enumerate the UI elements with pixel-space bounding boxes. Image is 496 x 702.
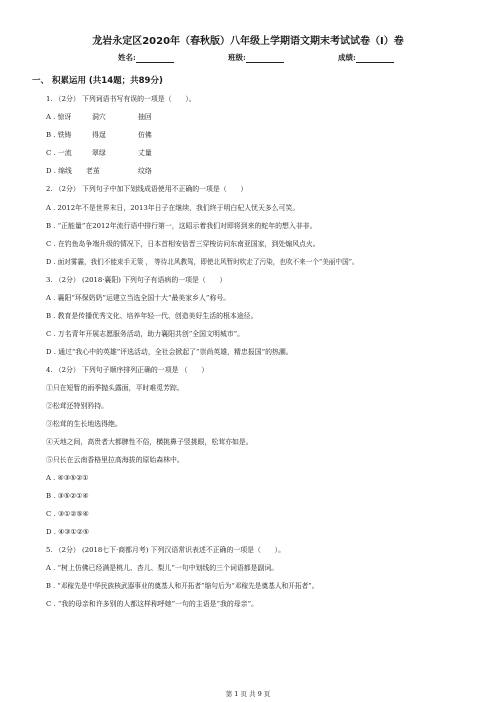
score-field[interactable] (338, 52, 394, 63)
q1-a-word2: 洞穴 (92, 113, 106, 121)
q2-option-a[interactable]: A . 2012年不是世界末日，2013年日子在继续，我们终于明白杞人忧天多么可笑。 (46, 204, 300, 212)
q2-option-d[interactable]: D . 面对雾霾，我们不能束手无策 ， 等待北风教驾，即使北风暂时吹走了污染，也吹不来一个“美丽中国”。 (46, 258, 359, 266)
q4-sentence-5: ⑤只长在云南香格里拉高海拔的原始森林中。 (46, 456, 184, 464)
page-title: 龙岩永定区2020年（春秋版）八年级上学期语文期末考试试卷（I）卷 (92, 36, 404, 47)
q3-option-a[interactable]: A . 襄阳“环保奶奶”运建立当选全国十大“最美家乡人”称号。 (46, 294, 231, 302)
section-heading: 一、 积累运用 (共14题；共89分) (32, 76, 163, 86)
q1-c-word2: 翠绿 (92, 149, 106, 157)
q4-sentence-4: ④天地之间，高贵者大都脾性不俗，横挑鼻子竖挑眼，松茸亦如是。 (46, 438, 253, 446)
q1-b-word2: 得逞 (92, 131, 106, 139)
class-field[interactable] (228, 52, 284, 63)
q4-option-c[interactable]: C . ③①②⑤④ (46, 510, 89, 518)
question-5-stem: 5. （2分） (2018七下·商都月考) 下列汉语常识表述不正确的一项是（ ）。 (46, 546, 286, 554)
question-1-stem: 1. （2分） 下列词语书写有误的一项是（ ）。 (46, 95, 196, 103)
class-blank[interactable] (246, 54, 284, 63)
score-blank[interactable] (356, 54, 394, 63)
name-label: 姓名: (118, 53, 136, 62)
q1-b-word3: 仿佛 (138, 131, 152, 139)
q5-option-b[interactable]: B . “邓稼先是中华民族核武器事业的奠基人和开拓者”缩句后为“邓稼先是奠基人和开拓者”。 (46, 582, 319, 590)
q4-option-d[interactable]: D . ④③①②⑤ (46, 528, 89, 536)
q2-option-c[interactable]: C . 在钓鱼岛争端升级的情况下，日本首相安倍晋三穿梭访问东南亚国家，到处煽风点火。 (46, 240, 320, 248)
q5-option-c[interactable]: C . “我的母亲和许多别的人都这样称呼她”一句的主语是“我的母亲”。 (46, 600, 258, 608)
q1-d-word1: D . 绵线 (46, 167, 72, 175)
class-label: 班级: (228, 53, 246, 62)
q1-c-word3: 丈量 (138, 149, 152, 157)
q1-c-word1: C . 一流 (46, 149, 72, 157)
q1-a-word1: A . 惊讶 (46, 113, 72, 121)
q4-option-b[interactable]: B . ③⑤②①④ (46, 492, 89, 500)
score-label: 成绩: (338, 53, 356, 62)
q4-sentence-3: ③松茸的生长地选得绝。 (46, 420, 122, 428)
q4-option-a[interactable]: A . ④③⑤②① (46, 474, 89, 482)
q4-sentence-2: ②松茸还特别矜持。 (46, 402, 109, 410)
q1-b-word1: B . 铁铸 (46, 131, 72, 139)
question-2-stem: 2. （2分） 下列句子中加下划线成语使用不正确的一项是（ ） (46, 185, 248, 193)
name-blank[interactable] (136, 54, 174, 63)
q1-a-word3: 抽回 (138, 113, 152, 121)
q2-option-b[interactable]: B . “正能量”在2012年流行语中排行第一，这昭示着我们对即将到来的蛇年的想入非非。 (46, 222, 317, 230)
page-footer: 第 1 页 共 9 页 (225, 690, 271, 698)
question-4-stem: 4. （2分） 下列句子顺序排列正确的一项是 （ ） (46, 366, 209, 374)
q4-sentence-1: ①只在短暂的雨季抛头露面，平时难觅芳踪。 (46, 384, 184, 392)
q3-option-c[interactable]: C . 万名青年开展志愿服务活动，助力襄阳共创“全国文明城市”。 (46, 330, 245, 338)
name-field[interactable] (118, 52, 174, 63)
q1-d-word3: 纹络 (138, 167, 152, 175)
q3-option-d[interactable]: D . 通过“我心中的英雄”评选活动，全社会掀起了“崇尚英雄，精忠报国”的热潮。 (46, 348, 293, 356)
q5-option-a[interactable]: A . “树上仿佛已经满是桃儿、杏儿、梨儿”一句中划线的三个词语都是副词。 (46, 564, 279, 572)
q1-d-word2: 老茧 (86, 167, 100, 175)
question-3-stem: 3. （2分） (2018·襄阳) 下列句子有语病的一项是（ ） (46, 276, 227, 284)
q3-option-b[interactable]: B . 教育是传播优秀文化、培养年轻一代、创造美好生活的根本途径。 (46, 312, 258, 320)
